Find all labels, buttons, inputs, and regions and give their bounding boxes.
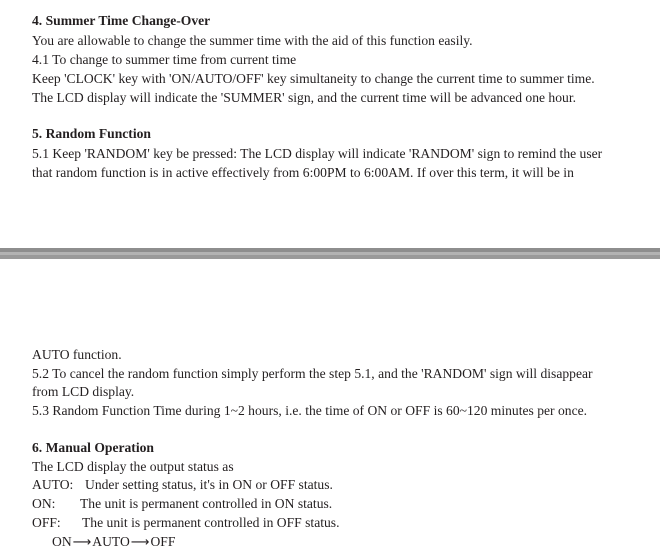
section-4-1-line-1: Keep 'CLOCK' key with 'ON/AUTO/OFF' key simultaneity to change the current time to summer time. [32,71,595,86]
section-5-3-line: 5.3 Random Function Time during 1~2 hours, i.e. the time of ON or OFF is 60~120 minutes per once. [32,403,588,418]
section-4-1-subheading: 4.1 To change to summer time from current time [32,52,297,67]
mode-auto-label: AUTO [92,534,130,549]
section-4-heading: 4. Summer Time Change-Over [32,13,211,28]
section-5-1-line-1: 5.1 Keep 'RANDOM' key be pressed: The LCD display will indicate 'RANDOM' sign to remind the user [32,146,603,161]
status-off-row [32,514,340,533]
section-6-heading: 6. Manual Operation [32,440,154,455]
section-4-intro: You are allowable to change the summer time with the aid of this function easily. [32,33,473,48]
section-6-intro: The LCD display the output status as [32,459,234,474]
mode-off-label: OFF [150,534,176,549]
section-5-heading: 5. Random Function [32,126,151,141]
right-arrow-icon: ⟶ [130,535,150,550]
status-off-term: OFF: [32,515,61,530]
status-on-term: ON: [32,496,56,511]
status-on-row [32,495,332,514]
mode-on-label: ON [52,534,72,549]
status-on-desc: The unit is permanent controlled in ON status. [80,496,333,511]
status-auto-row [32,476,333,495]
status-off-desc: The unit is permanent controlled in OFF status. [82,515,340,530]
status-auto-desc: Under setting status, it's in ON or OFF status. [85,477,333,492]
status-auto-term: AUTO: [32,477,74,492]
right-arrow-icon: ⟶ [72,535,92,550]
section-5-2-line-2: from LCD display. [32,384,135,399]
section-5-1-continuation: AUTO function. [32,347,122,362]
section-5-2-line-1: 5.2 To cancel the random function simply perform the step 5.1, and the 'RANDOM' sign will disappear [32,366,593,381]
page-divider [0,248,660,259]
section-5-1-line-2: that random function is in active effectively from 6:00PM to 6:00AM. If over this term, it will be in [32,165,574,180]
section-4-1-line-2: The LCD display will indicate the 'SUMMER' sign, and the current time will be advanced one hour. [32,90,577,105]
mode-cycle-diagram [52,533,175,553]
